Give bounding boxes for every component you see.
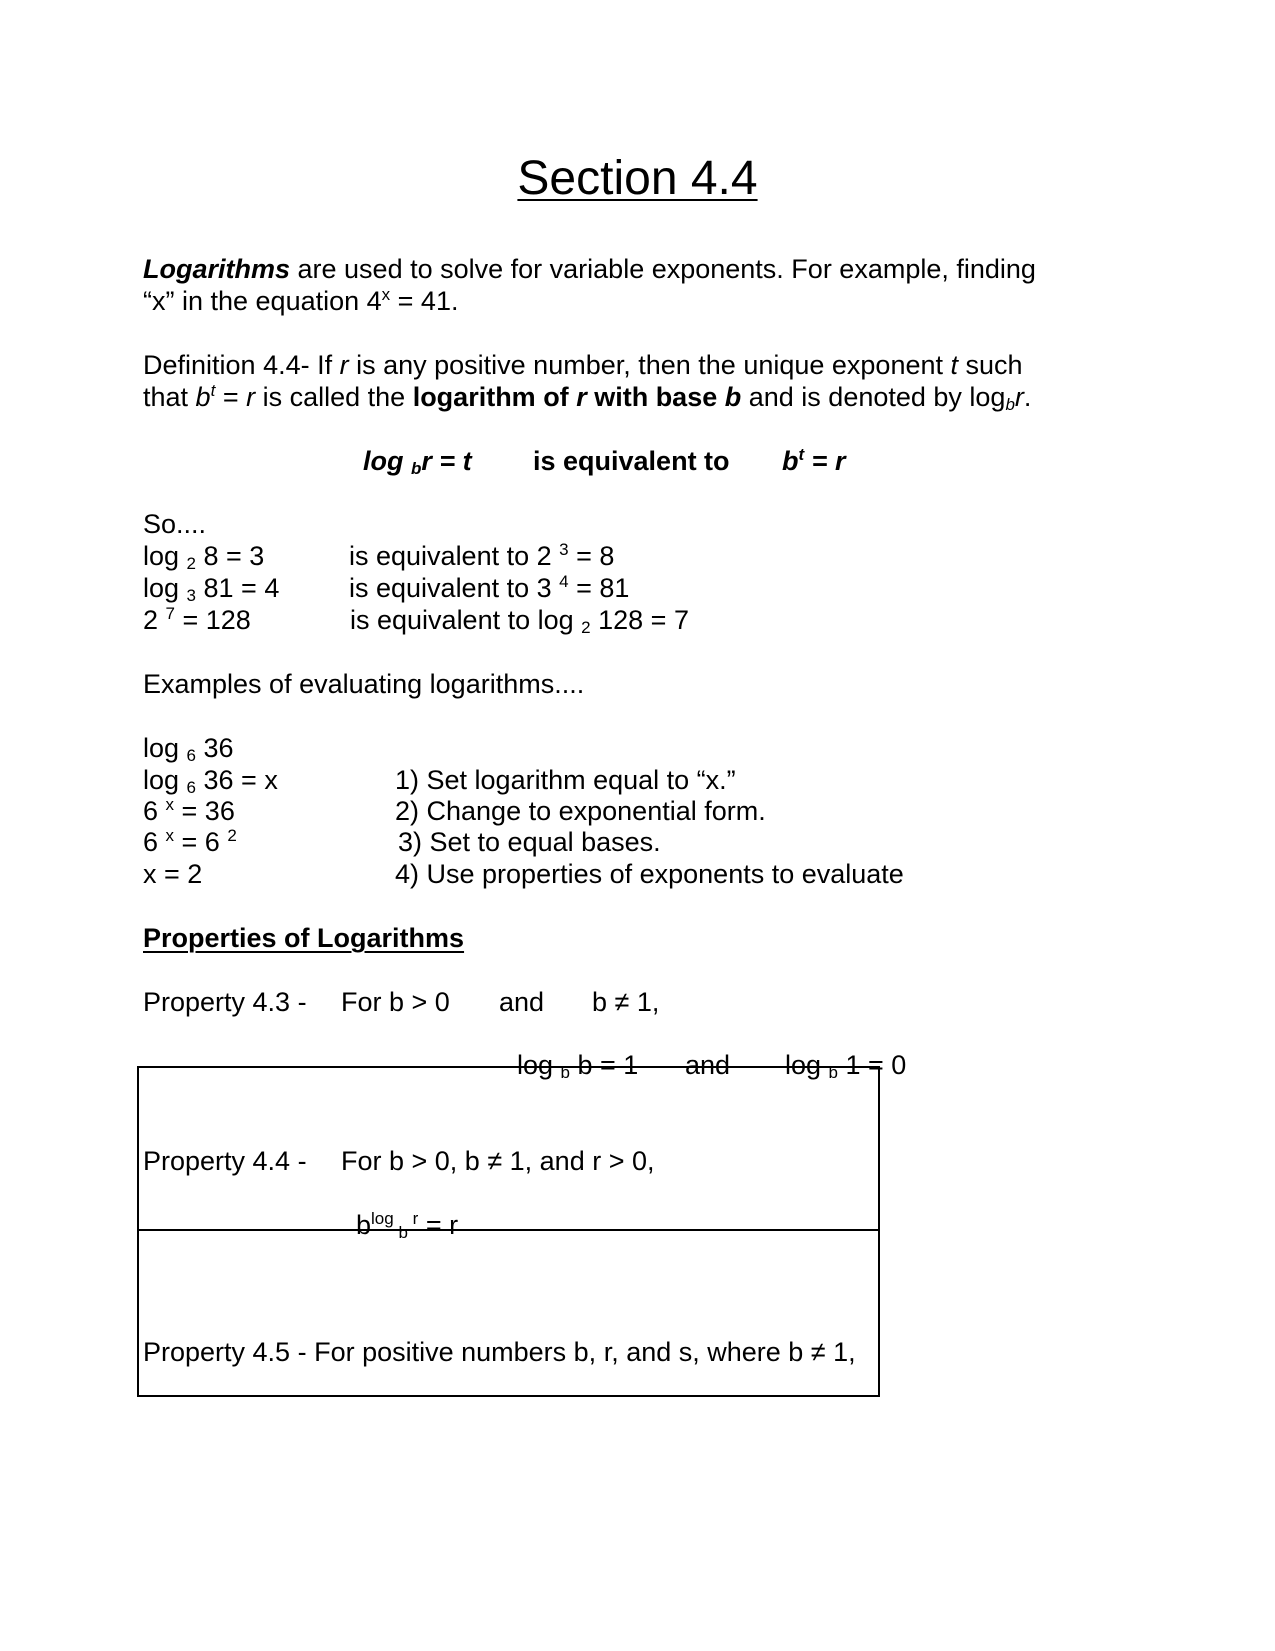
so-heading: So....: [143, 509, 207, 539]
property-4-3-and: and: [499, 987, 545, 1017]
equivalence-right: $b^t = r$: [782, 445, 846, 476]
property-4-3-condition-1: For b > 0: [341, 987, 450, 1017]
logarithms-term: Logarithms: [143, 254, 291, 284]
example-line-5: x = 2: [143, 859, 203, 889]
property-4-3-formula-1: log $_b$ b = 1: [517, 1050, 639, 1082]
so-row-3-right: is equivalent to log $_2$ 128 = 7: [350, 605, 689, 637]
example-step-1: 1) Set logarithm equal to “x.”: [395, 765, 736, 795]
example-line-3: 6 $^x$ = 36: [143, 795, 235, 826]
intro-line-2: “x” in the equation $4^x = 41$.: [143, 285, 459, 316]
property-4-4-label: Property 4.4 -: [143, 1146, 307, 1176]
intro-line-1: Logarithms are used to solve for variable exponents. For example, finding: [143, 254, 1036, 284]
example-line-1: log $_6$ 36: [143, 733, 234, 765]
property-4-5-statement: Property 4.5 - For positive numbers b, r, and s, where b ≠ 1,: [143, 1337, 856, 1367]
so-row-1-left: log $_2$ 8 = 3: [143, 541, 265, 573]
property-4-4-formula: $b^{log}$ $_b$ $^r$ = r: [356, 1209, 459, 1242]
definition-line-1: Definition 4.4- If r is any positive number, then the unique exponent t such: [143, 350, 1023, 380]
property-4-3-label: Property 4.3 -: [143, 987, 307, 1017]
example-step-2: 2) Change to exponential form.: [395, 796, 766, 826]
page-title: Section 4.4: [517, 152, 758, 205]
so-row-1-right: is equivalent to 2 $^3$ = 8: [349, 540, 615, 571]
properties-heading: Properties of Logarithms: [143, 923, 465, 953]
example-line-2: log $_6$ 36 = x: [143, 765, 278, 797]
so-row-2-right: is equivalent to 3 $^4$ = 81: [349, 572, 630, 603]
equivalence-middle: is equivalent to: [533, 446, 730, 476]
example-step-3: 3) Set to equal bases.: [398, 827, 661, 857]
so-row-2-left: log $_3$ 81 = 4: [143, 573, 280, 605]
definition-line-2: that $b^t = r$ is called the logarithm of r with base b and is denoted by $\log_br$.: [143, 381, 1032, 414]
property-4-4-box: [137, 1229, 880, 1397]
property-4-3-formula-2: log $_b$ 1 = 0: [785, 1050, 907, 1082]
equivalence-left: log $_b$r = t: [363, 446, 472, 478]
example-step-4: 4) Use properties of exponents to evaluate: [395, 859, 904, 889]
example-line-4: 6 $^x$ = 6 $^2$: [143, 826, 237, 857]
property-4-3-condition-2: b ≠ 1,: [592, 987, 660, 1017]
examples-heading: Examples of evaluating logarithms....: [143, 669, 585, 699]
so-row-3-left: 2 $^7$ = 128: [143, 604, 251, 635]
property-4-3-formula-and: and: [685, 1050, 731, 1080]
property-4-4-condition: For b > 0, b ≠ 1, and r > 0,: [341, 1146, 655, 1176]
